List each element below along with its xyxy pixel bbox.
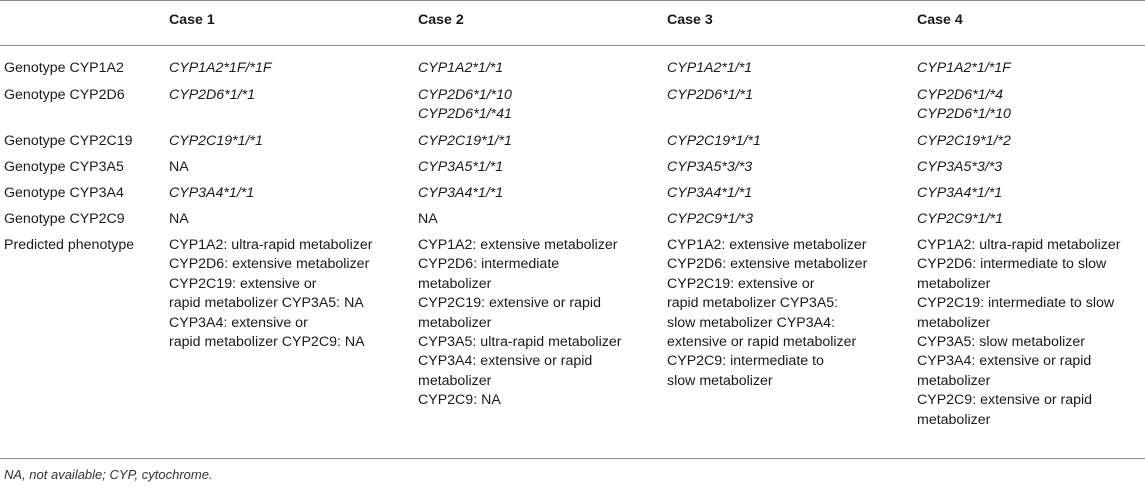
cell-case3-cyp2c9: CYP2C9*1/*3 (667, 211, 753, 227)
cell-case2-cyp1a2: CYP1A2*1/*1 (418, 60, 504, 76)
cell-case4-cyp3a5: CYP3A5*3/*3 (917, 159, 1003, 175)
cell-case4-cyp2c9: CYP2C9*1/*1 (917, 211, 1003, 227)
cell-case1-cyp1a2: CYP1A2*1F/*1F (169, 60, 272, 76)
table-top-rule (0, 0, 1145, 1)
header-case-2: Case 2 (418, 12, 464, 28)
row-label-cyp2d6: Genotype CYP2D6 (4, 87, 125, 103)
row-label-predicted-phenotype: Predicted phenotype (4, 237, 135, 253)
cell-case2-cyp3a4: CYP3A4*1/*1 (418, 185, 504, 201)
row-label-cyp2c19: Genotype CYP2C19 (4, 133, 133, 149)
row-label-cyp3a5: Genotype CYP3A5 (4, 159, 124, 175)
cell-case3-cyp2d6: CYP2D6*1/*1 (667, 87, 753, 103)
cell-case4-cyp1a2: CYP1A2*1/*1F (917, 60, 1011, 76)
cell-case2-cyp2c19: CYP2C19*1/*1 (418, 133, 512, 149)
cell-case2-cyp3a5: CYP3A5*1/*1 (418, 159, 504, 175)
table-footnote: NA, not available; CYP, cytochrome. (4, 467, 213, 482)
cell-case3-phenotype: CYP1A2: extensive metabolizer CYP2D6: extensive metabolizer CYP2C19: extensive or rapid metabolizer CYP3A5: slow metabolizer CYP3A4: extensive or rapid metabolizer CYP2C9: intermediate to slow metabolizer (667, 237, 868, 389)
cell-case1-cyp3a4: CYP3A4*1/*1 (169, 185, 255, 201)
cell-case1-cyp2c9: NA (169, 211, 189, 227)
cell-case4-cyp2d6: CYP2D6*1/*4 CYP2D6*1/*10 (917, 87, 1011, 123)
cell-case3-cyp1a2: CYP1A2*1/*1 (667, 60, 753, 76)
cell-case2-phenotype: CYP1A2: extensive metabolizer CYP2D6: intermediate metabolizer CYP2C19: extensive or rapid metabolizer CYP3A5: ultra-rapid metabolizer CYP3A4: extensive or rapid metabolizer CYP2C9: NA (418, 237, 622, 409)
cell-case3-cyp3a4: CYP3A4*1/*1 (667, 185, 753, 201)
cell-case2-cyp2c9: NA (418, 211, 438, 227)
header-rule (0, 45, 1145, 46)
header-case-4: Case 4 (917, 12, 963, 28)
cell-case1-cyp2d6: CYP2D6*1/*1 (169, 87, 255, 103)
header-case-3: Case 3 (667, 12, 713, 28)
table-bottom-rule (0, 458, 1145, 459)
cell-case4-cyp3a4: CYP3A4*1/*1 (917, 185, 1003, 201)
row-label-cyp2c9: Genotype CYP2C9 (4, 211, 125, 227)
row-label-cyp3a4: Genotype CYP3A4 (4, 185, 124, 201)
cell-case1-phenotype: CYP1A2: ultra-rapid metabolizer CYP2D6: extensive metabolizer CYP2C19: extensive or rapid metabolizer CYP3A5: NA CYP3A4: extensive or rapid metabolizer CYP2C9: NA (169, 237, 373, 351)
header-case-1: Case 1 (169, 12, 215, 28)
row-label-cyp1a2: Genotype CYP1A2 (4, 60, 124, 76)
cell-case4-cyp2c19: CYP2C19*1/*2 (917, 133, 1011, 149)
cell-case1-cyp3a5: NA (169, 159, 189, 175)
cell-case3-cyp3a5: CYP3A5*3/*3 (667, 159, 753, 175)
cell-case1-cyp2c19: CYP2C19*1/*1 (169, 133, 263, 149)
cell-case3-cyp2c19: CYP2C19*1/*1 (667, 133, 761, 149)
cell-case2-cyp2d6: CYP2D6*1/*10 CYP2D6*1/*41 (418, 87, 512, 123)
cell-case4-phenotype: CYP1A2: ultra-rapid metabolizer CYP2D6: intermediate to slow metabolizer CYP2C19: intermediate to slow metabolizer CYP3A5: slow metabolizer CYP3A4: extensive or rapid metabolizer CYP2C9: extensive or rapid metabolizer (917, 237, 1121, 428)
